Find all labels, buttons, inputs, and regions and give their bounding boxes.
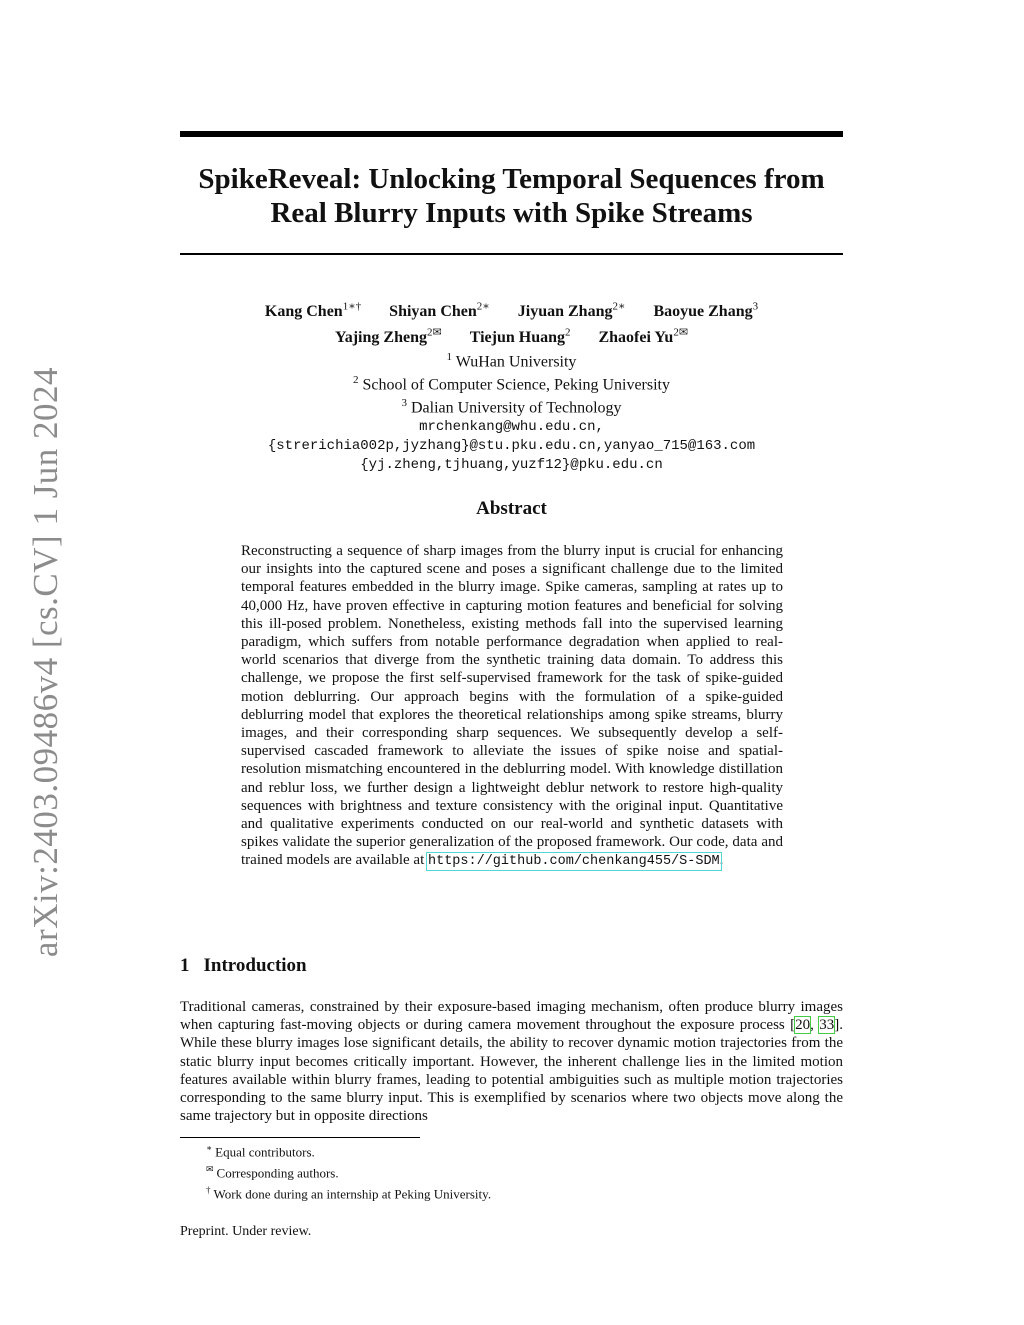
arxiv-id-text: arXiv:2403.09486v4 [cs.CV] 1 Jun 2024	[26, 366, 65, 958]
author: Baoyue Zhang$^3$	[653, 301, 759, 321]
preprint-note: Preprint. Under review.	[180, 1224, 312, 1239]
citation-separator: ,	[810, 1017, 820, 1034]
abstract-heading: Abstract	[476, 498, 547, 519]
email-line: {yj.zheng,tjhuang,yuzf12}@pku.edu.cn	[360, 456, 663, 473]
author-row-1	[180, 297, 843, 322]
author: Jiyuan Zhang$^{2∗}$	[517, 301, 626, 321]
footnote-rule	[180, 1137, 420, 1138]
email-line: {strerichia002p,jyzhang}@stu.pku.edu.cn,yanyao_715@163.com	[267, 437, 756, 454]
author-row-2	[180, 322, 843, 347]
title-line-2: Real Blurry Inputs with Spike Streams	[270, 197, 753, 229]
arxiv-identifier	[14, 362, 78, 962]
abstract-body: Reconstructing a sequence of sharp images from the blurry input is crucial for enhancing our insights into the captured scene and poses a significant challenge due to the limited temporal features embedded in the blurry image. Spike cameras, sampling at rates up to 40,000 Hz, have proven effective in capturing motion features and beneficial for solving this ill-posed problem. Nonetheless, existing methods fall into the supervised learning paradigm, which suffers from notable performance degradation when applied to real-world scenarios that diverge from the synthetic training data domain. To address this challenge, we propose the first self-supervised framework for the task of spike-guided motion deblurring. Our approach begins with the formulation of a spike-guided deblurring model that explores the theoretical relationships among spike streams, blurry images, and their corresponding sharp sequences. We subsequently develop a self-supervised cascaded framework to alleviate the issues of spike noise and spatial-resolution mismatching encountered in the deblurring model. With knowledge distillation and reblur loss, we further design a lightweight deblur network to restore high-quality sequences with brightness and texture consistency with the original input. Quantitative and qualitative experiments conducted on our real-world and synthetic datasets with spikes validate the superior generalization of the proposed framework. Our code, data and trained models are available at https://github.com/chenkang455/S-SDM.	[241, 543, 783, 870]
citation-link[interactable]: 20	[795, 1017, 811, 1034]
affiliation: $^1$ WuHan University	[446, 350, 577, 370]
title-line-1: SpikeReveal: Unlocking Temporal Sequences from	[198, 163, 825, 195]
section-title: Introduction	[203, 955, 307, 976]
code-repo-link[interactable]: https://github.com/chenkang455/S-SDM	[428, 854, 720, 870]
affiliation: $^2$ School of Computer Science, Peking University	[352, 373, 670, 394]
email-line: mrchenkang@whu.edu.cn,	[419, 418, 604, 435]
citation-link[interactable]: 33	[819, 1017, 835, 1034]
intro-text-part1: Traditional cameras, constrained by their exposure-based imaging mechanism, often produce blurry images when capturing fast-moving objects or during camera movement throughout the exposure process [	[180, 999, 843, 1034]
footnote: ∗ Equal contributors.	[206, 1143, 315, 1160]
introduction-paragraph	[180, 998, 843, 1125]
affiliation: $^3$ Dalian University of Technology	[401, 397, 622, 417]
footnote: † Work done during an internship at Peking University.	[206, 1184, 492, 1201]
footnotes	[206, 1140, 806, 1202]
author: Kang Chen$^{1∗\dagger}$	[264, 301, 362, 321]
paper-title	[180, 162, 843, 230]
author-block	[180, 297, 843, 475]
section-number: 1	[180, 955, 190, 976]
abstract-text: Reconstructing a sequence of sharp images from the blurry input is crucial for enhancing our insights into the captured scene and poses a significant challenge due to the limited temporal features embedded in the blurry image. Spike cameras, sampling at rates up to 40,000 Hz, have proven effective in capturing motion features and beneficial for solving this ill-posed problem. Nonetheless, existing methods fall into the supervised learning paradigm, which suffers from notable performance degradation when applied to real-world scenarios that diverge from the synthetic training data domain. To address this challenge, we propose the first self-supervised framework for the task of spike-guided motion deblurring. Our approach begins with the formulation of a spike-guided deblurring model that explores the theoretical relationships among spike streams, blurry images, and their corresponding sharp sequences. We subsequently develop a self-supervised cascaded framework to alleviate the issues of spike noise and spatial-resolution mismatching encountered in the deblurring model. With knowledge distillation and reblur loss, we further design a lightweight deblur network to restore high-quality sequences with brightness and texture consistency with the original input. Quantitative and qualitative experiments conducted on our real-world and synthetic datasets with spikes validate the superior generalization of the proposed framework. Our code, data and trained models are available at	[241, 543, 783, 869]
title-rule-top	[180, 131, 843, 137]
author: Yajing Zheng$^{2✉}$	[334, 326, 442, 346]
author: Tiejun Huang$^2$	[469, 326, 571, 346]
author: Zhaofei $Yu^{2✉}$	[598, 326, 689, 346]
intro-text-part2: ]. While these blurry images lose significant details, the ability to recover dynamic motion trajectories from the static blurry input becomes critically important. However, the inherent challenge lies in the limited motion features available within blurry frames, leading to potential ambiguities such as multiple motion trajectories corresponding to the same blurry input. This is exemplified by scenarios where two objects move along the same trajectory but in opposite directions	[180, 1017, 843, 1125]
footnote: ✉ Corresponding authors.	[206, 1163, 339, 1181]
title-rule-bottom	[180, 253, 843, 255]
author: Shiyan Chen$^{2∗}$	[389, 301, 490, 321]
section-heading-introduction	[180, 955, 307, 977]
